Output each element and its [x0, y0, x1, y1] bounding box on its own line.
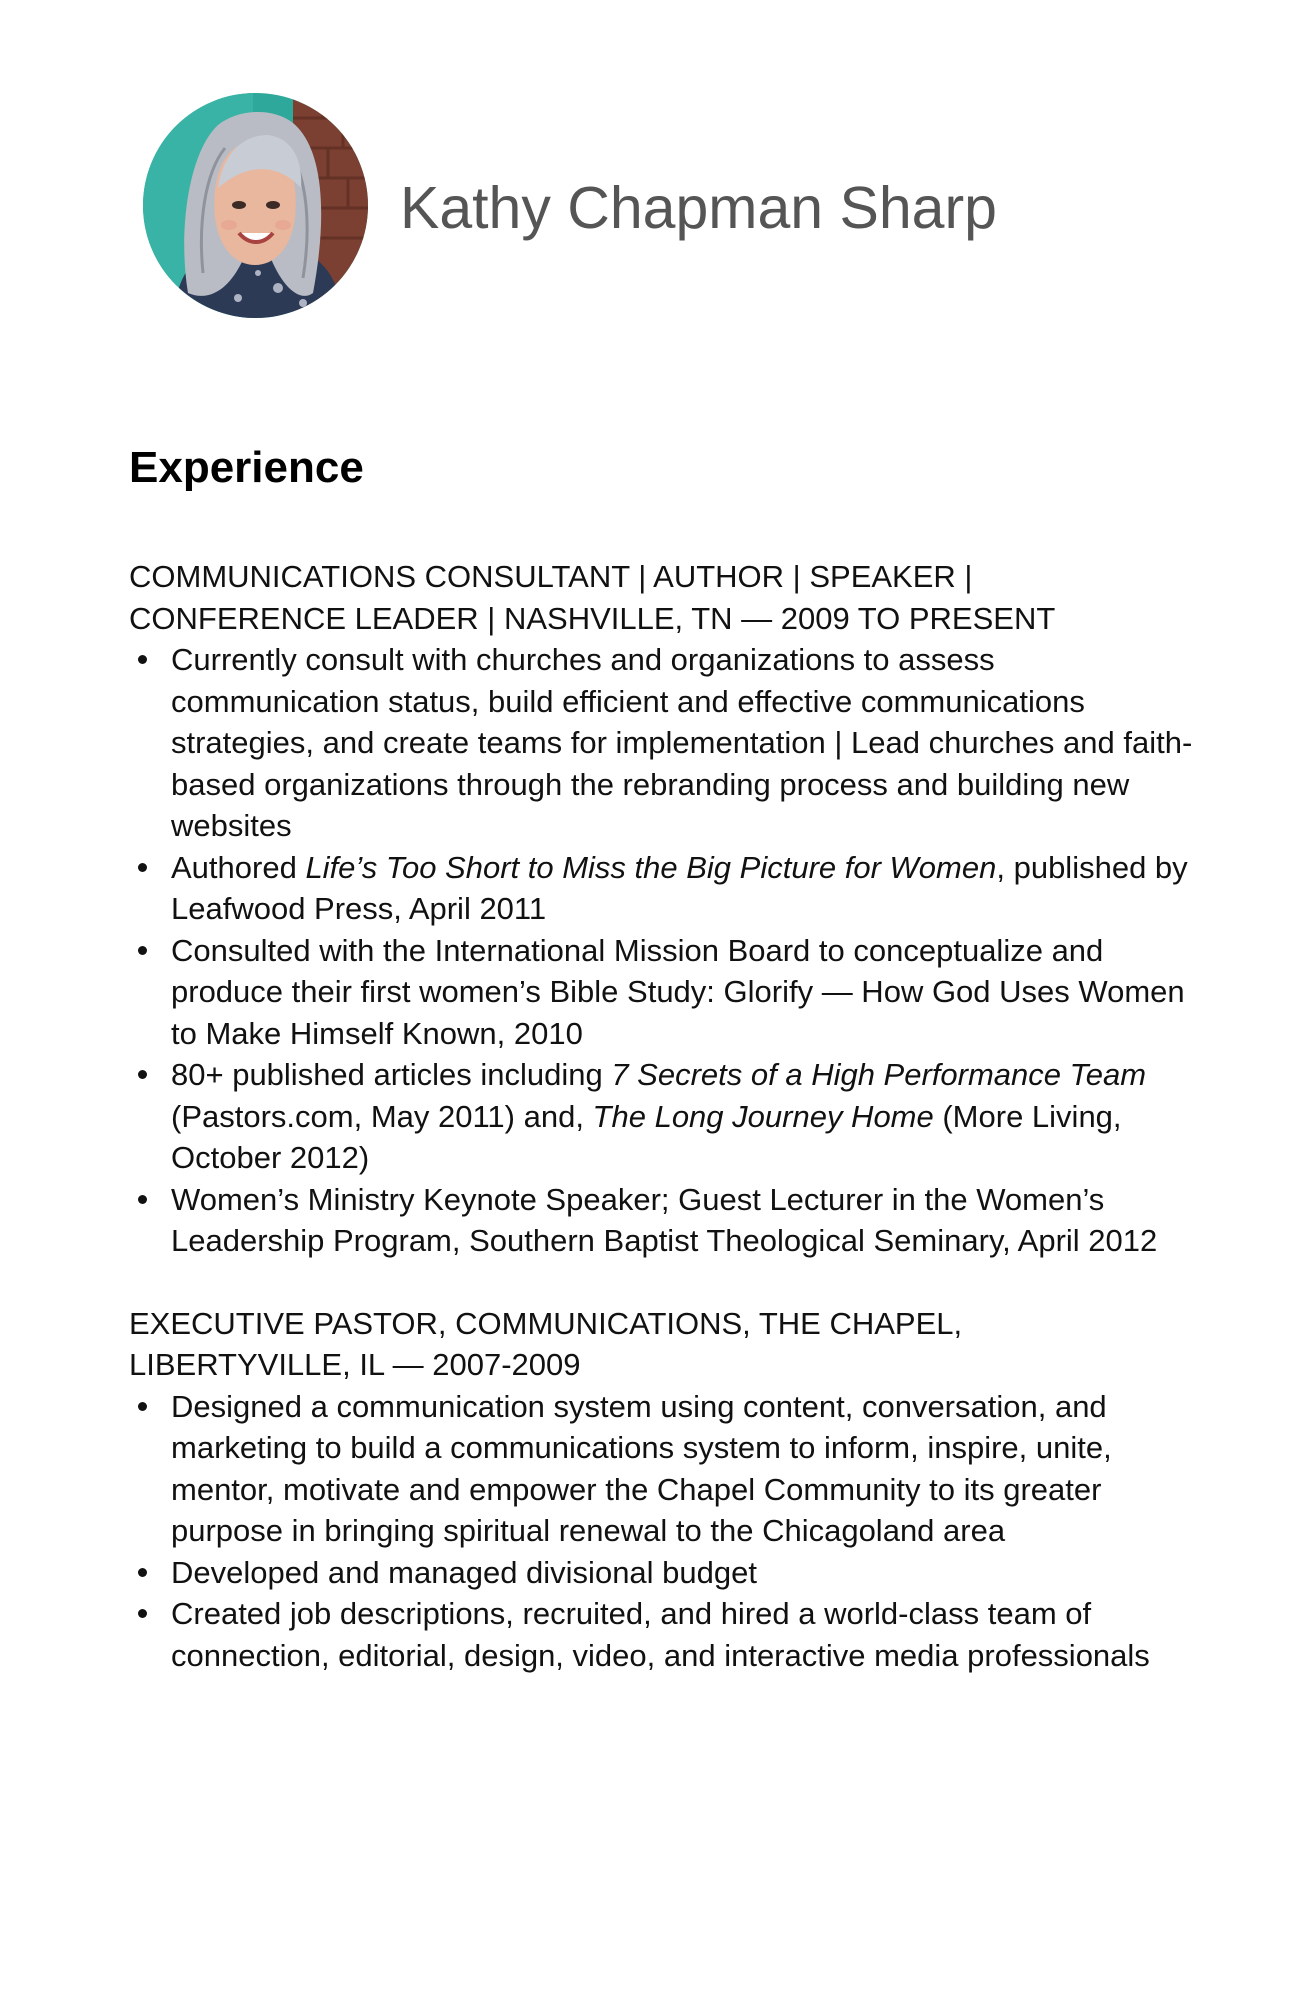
bullet-dot-icon [138, 1070, 147, 1079]
article-title: The Long Journey Home [592, 1098, 934, 1134]
job-bullet [129, 1552, 1209, 1594]
job-bullet [129, 1054, 1209, 1179]
job-title: EXECUTIVE PASTOR, COMMUNICATIONS, THE CHAPEL, LIBERTYVILLE, IL — 2007-2009 [129, 1305, 963, 1382]
bullet-text: Designed a communication system using content, conversation, and marketing to build a communications system to inform, inspire, unite, mentor, motivate and empower the Chapel Community to its greater purpose in bringing spiritual renewal to the Chicagoland area [171, 1388, 1112, 1548]
bullet-text: Women’s Ministry Keynote Speaker; Guest Lecturer in the Women’s Leadership Program, Southern Baptist Theological Seminary, April 2012 [171, 1181, 1158, 1258]
bullet-text: Currently consult with churches and organizations to assess communication status, build efficient and effective communications strategies, and create teams for implementation | Lead churches and faith-based organizations through the rebranding process and building new websites [171, 642, 1193, 843]
candidate-name: Kathy Chapman Sharp [400, 175, 997, 241]
job-bullet [129, 1386, 1209, 1552]
job-bullet [129, 1179, 1209, 1262]
experience-section [129, 438, 1209, 1676]
article-title: 7 Secrets of a High Performance Team [611, 1057, 1147, 1092]
bullet-dot-icon [138, 1609, 147, 1618]
profile-photo-image [143, 93, 368, 318]
job-entry [129, 1303, 1209, 1677]
bullet-text: 80+ published articles including [171, 1057, 612, 1092]
bullet-dot-icon [138, 1568, 147, 1577]
bullet-text: , published by Leafwood Press, April 2011 [171, 849, 1188, 926]
bullet-text: Authored [171, 849, 306, 885]
job-bullet-list [129, 639, 1209, 1262]
bullet-text: (Pastors.com, May 2011) and, [171, 1098, 593, 1134]
bullet-dot-icon [138, 946, 147, 955]
book-title: Life’s Too Short to Miss the Big Picture for Women [305, 849, 997, 885]
profile-photo [143, 93, 368, 318]
section-heading-experience: Experience [129, 443, 364, 492]
job-bullet [129, 639, 1209, 847]
resume-header [0, 0, 1294, 340]
job-bullet [129, 1593, 1209, 1676]
bullet-dot-icon [138, 1402, 147, 1411]
job-bullet [129, 847, 1209, 930]
bullet-text: (More Living, October 2012) [171, 1098, 1122, 1175]
job-bullet-list [129, 1386, 1209, 1677]
bullet-text: Developed and managed divisional budget [171, 1554, 757, 1590]
job-entry [129, 556, 1209, 1262]
bullet-dot-icon [138, 1195, 147, 1204]
bullet-dot-icon [138, 655, 147, 664]
bullet-text: Consulted with the International Mission Board to conceptualize and produce their first women’s Bible Study: Glorify — How God Uses Women to Make Himself Known, 2010 [171, 932, 1185, 1051]
bullet-text: Created job descriptions, recruited, and hired a world-class team of connection, editorial, design, video, and interactive media professionals [171, 1596, 1150, 1673]
job-title: COMMUNICATIONS CONSULTANT | AUTHOR | SPEAKER | CONFERENCE LEADER | NASHVILLE, TN — 2009 TO PRESENT [129, 559, 1056, 636]
job-bullet [129, 930, 1209, 1055]
bullet-dot-icon [138, 863, 147, 872]
